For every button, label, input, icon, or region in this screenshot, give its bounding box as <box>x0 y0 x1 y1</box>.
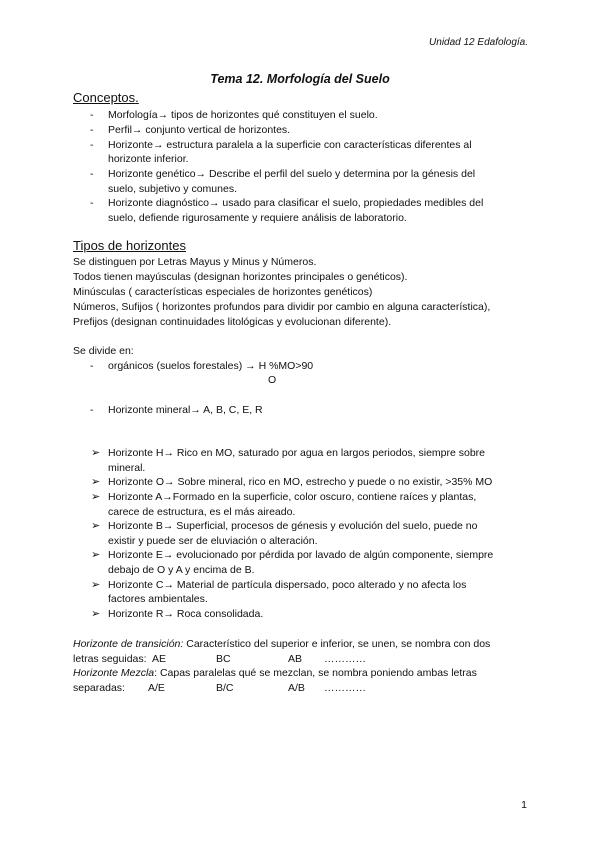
list-item: Perfil→ conjunto vertical de horizontes. <box>108 124 291 136</box>
mezcla-prefix: separadas: <box>73 682 125 694</box>
list-dash: - <box>90 124 94 136</box>
list-item: Horizonte→ estructura paralela a la superficie con características diferentes al <box>108 139 472 151</box>
arrow-bullet-icon: ➢ <box>91 520 101 532</box>
arrow-bullet-icon: ➢ <box>91 476 101 488</box>
list-dash: - <box>90 360 94 372</box>
horizon-item: Horizonte R→ Roca consolidada. <box>108 608 264 620</box>
example-ae: AE <box>152 653 167 665</box>
horizon-item-continuation: mineral. <box>108 462 146 474</box>
arrow-bullet-icon: ➢ <box>91 579 101 591</box>
ellipsis: ………… <box>324 682 366 694</box>
running-header: Unidad 12 Edafología. <box>429 37 528 48</box>
ellipsis: ………… <box>324 653 366 665</box>
horizon-item: Horizonte E→ evolucionado por pérdida por lavado de algún componente, siempre <box>108 549 494 561</box>
page-title: Tema 12. Morfología del Suelo <box>210 72 390 86</box>
horizon-item: Horizonte B→ Superficial, procesos de génesis y evolución del suelo, puede no <box>108 520 478 532</box>
section-heading-conceptos: Conceptos. <box>73 90 139 105</box>
arrow-bullet-icon: ➢ <box>91 491 101 503</box>
example-bc: BC <box>216 653 231 665</box>
mezcla-line: Horizonte Mezcla: Capas paralelas qué se mezclan, se nombra poniendo ambas letras <box>73 667 477 679</box>
horizon-item-continuation: debajo de O y A y encima de B. <box>108 564 255 576</box>
list-item-continuation: suelo, defiende rigurosamente y requiere análisis de laboratorio. <box>108 212 407 224</box>
list-dash: - <box>90 404 94 416</box>
horizon-item: Horizonte H→ Rico en MO, saturado por agua en largos periodos, siempre sobre <box>108 447 486 459</box>
list-item: Horizonte diagnóstico→ usado para clasificar el suelo, propiedades medibles del <box>108 197 484 209</box>
list-item-organicos: orgánicos (suelos forestales) → H %MO>90 <box>108 360 314 372</box>
list-dash: - <box>90 109 94 121</box>
paragraph-line: Se distinguen por Letras Mayus y Minus y Números. <box>73 256 317 268</box>
divide-label: Se divide en: <box>73 345 134 357</box>
paragraph-line: Números, Sufijos ( horizontes profundos para dividir por cambio en alguna característica), <box>73 301 491 313</box>
list-item-continuation: suelo, subjetivo y comunes. <box>108 183 237 195</box>
page-number: 1 <box>521 799 527 811</box>
example-a-b: A/B <box>288 682 305 694</box>
list-item: Morfología→ tipos de horizontes qué constituyen el suelo. <box>108 109 378 121</box>
list-item: Horizonte genético→ Describe el perfil del suelo y determina por la génesis del <box>108 168 476 180</box>
arrow-bullet-icon: ➢ <box>91 608 101 620</box>
horizon-item-continuation: factores ambientales. <box>108 593 208 605</box>
horizon-item: Horizonte C→ Material de partícula dispersado, poco alterado y no afecta los <box>108 579 467 591</box>
list-dash: - <box>90 168 94 180</box>
list-dash: - <box>90 139 94 151</box>
horizon-item-continuation: carece de estructura, es el más aireado. <box>108 506 296 518</box>
arrow-bullet-icon: ➢ <box>91 549 101 561</box>
list-item-continuation: horizonte inferior. <box>108 153 189 165</box>
paragraph-line: Minúsculas ( características especiales de horizontes genéticos) <box>73 286 373 298</box>
example-a-e: A/E <box>148 682 165 694</box>
horizon-item-continuation: existir y puede ser de eluviación o alteración. <box>108 535 318 547</box>
paragraph-line: Todos tienen mayúsculas (designan horizontes principales o genéticos). <box>73 271 408 283</box>
horizon-item: Horizonte O→ Sobre mineral, rico en MO, estrecho y puede o no existir, >35% MO <box>108 476 493 488</box>
paragraph-line: Prefijos (designan continuidades litológicas y evolucionan diferente). <box>73 316 392 328</box>
section-heading-tipos: Tipos de horizontes <box>73 238 186 253</box>
horizon-item: Horizonte A→Formado en la superficie, color oscuro, contiene raíces y plantas, <box>108 491 477 503</box>
example-b-c: B/C <box>216 682 234 694</box>
example-ab: AB <box>288 653 303 665</box>
list-item-mineral: Horizonte mineral→ A, B, C, E, R <box>108 404 263 416</box>
transicion-prefix: letras seguidas: <box>73 653 147 665</box>
transicion-line: Horizonte de transición: Característico del superior e inferior, se unen, se nombra con dos <box>73 638 491 650</box>
arrow-bullet-icon: ➢ <box>91 447 101 459</box>
list-dash: - <box>90 197 94 209</box>
organicos-o: O <box>268 374 277 386</box>
